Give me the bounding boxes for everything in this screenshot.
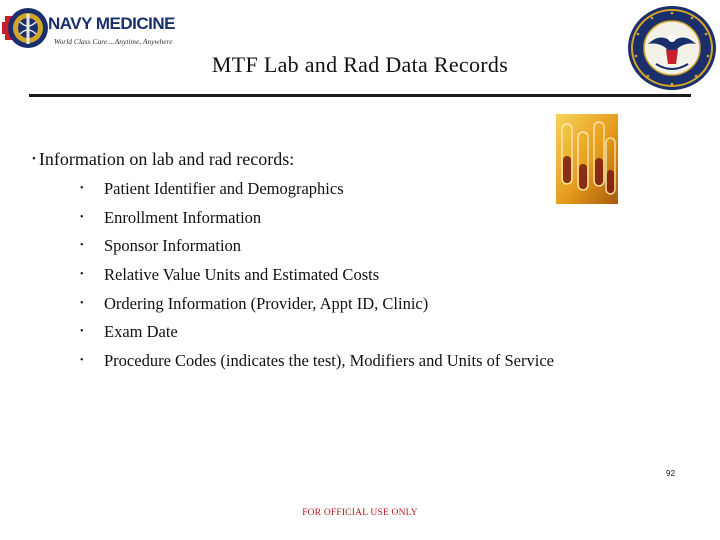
list-item xyxy=(80,294,554,323)
list-item xyxy=(80,179,554,208)
bullet-list xyxy=(80,179,554,380)
test-tubes-image xyxy=(556,114,618,204)
bullet-icon: • xyxy=(80,240,84,252)
heading-text: Information on lab and rad records: xyxy=(38,149,295,169)
logo-tagline: World Class Care....Anytime, Anywhere xyxy=(54,37,173,46)
list-item xyxy=(80,236,554,265)
logo-title: NAVY MEDICINE xyxy=(48,14,176,33)
title-divider xyxy=(29,94,691,97)
list-item xyxy=(80,265,554,294)
list-item-text: Procedure Codes (indicates the test), Modifiers and Units of Service xyxy=(104,351,554,371)
page-number: 92 xyxy=(666,469,675,478)
slide-title: MTF Lab and Rad Data Records xyxy=(211,52,509,77)
list-item xyxy=(80,208,554,237)
bullet-icon: • xyxy=(80,297,84,309)
list-item-text: Relative Value Units and Estimated Costs xyxy=(104,265,380,285)
list-item-text: Sponsor Information xyxy=(104,236,242,256)
bullet-icon: • xyxy=(80,355,84,367)
list-item-text: Ordering Information (Provider, Appt ID, Clinic) xyxy=(104,293,429,313)
list-item xyxy=(80,351,554,380)
list-item xyxy=(80,322,554,351)
bullet-icon: • xyxy=(80,211,84,223)
heading-bullet: • xyxy=(32,153,36,165)
list-item-text: Enrollment Information xyxy=(104,207,262,227)
list-item-text: Patient Identifier and Demographics xyxy=(104,179,344,198)
classification-footer: FOR OFFICIAL USE ONLY xyxy=(302,508,418,518)
navy-seal-icon xyxy=(626,4,718,92)
bullet-icon: • xyxy=(80,326,84,338)
navy-medicine-emblem-icon xyxy=(2,4,50,54)
list-item-text: Exam Date xyxy=(104,322,178,342)
navy-medicine-logo xyxy=(2,4,176,54)
bullet-icon: • xyxy=(80,269,84,281)
content-heading xyxy=(32,149,294,170)
bullet-icon: • xyxy=(80,183,84,194)
